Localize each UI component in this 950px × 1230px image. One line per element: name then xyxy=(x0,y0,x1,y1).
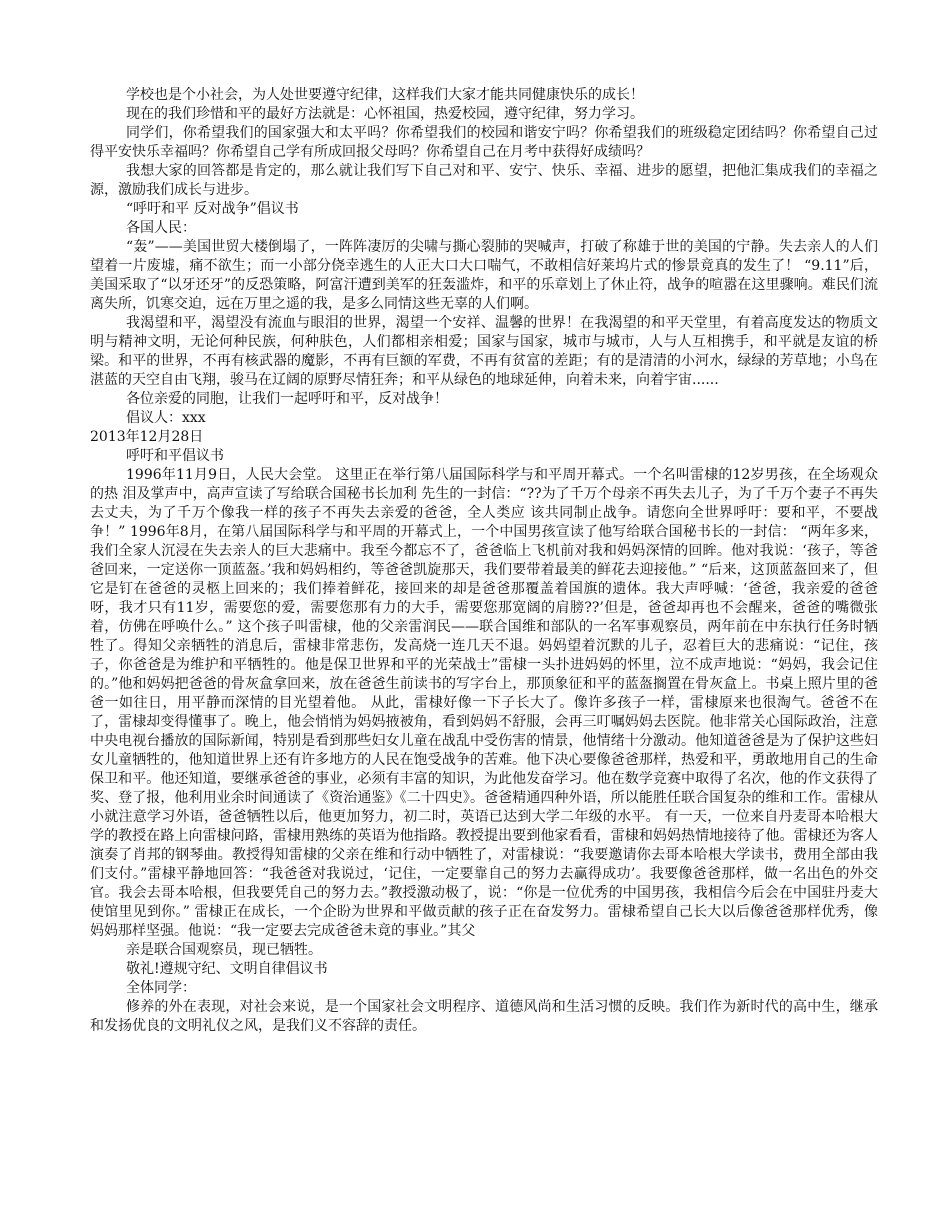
paragraph-longing-peace: 我渴望和平，渴望没有流血与眼泪的世界，渴望一个安祥、温馨的世界！在我渴望的和平天堂里，有着高度发达的物质文明与精神文明，无论何种民族，何种肤色，人们都相亲相爱；国家与国家，城市与城市，人与人互相携手，和平就是友谊的桥梁。和平的世界，不再有核武器的魔影，不再有巨额的军费，不再有贫富的差距；有的是清清的小河水，绿绿的芳草地；小鸟在湛蓝的天空自由飞翔，骏马在辽阔的原野尽情狂奔；和平从绿色的地球延伸，向着未来，向着宇宙...... xyxy=(90,315,878,388)
paragraph-911: “轰”——美国世贸大楼倒塌了，一阵阵凄厉的尖啸与撕心裂肺的哭喊声，打破了称雄于世的美国的宁静。失去亲人的人们望着一片废墟，痛不欲生；而一小部分侥幸逃生的人正大口大口喘气，不敢相信好莱坞片式的惨景竟真的发生了！ “9.11”后，美国采取了“以牙还牙”的反恐策略，阿富汗遭到美军的狂轰滥炸，和平的乐章划上了休止符，战争的喧嚣在这里骤响。难民们流离失所，饥寒交迫，远在万里之遥的我，是多么同情这些无辜的人们啊。 xyxy=(90,239,878,312)
salutation-all-students: 全体同学： xyxy=(126,980,196,996)
salutation-all-peoples: 各国人民： xyxy=(126,220,196,236)
heading-peace-letter: 呼吁和平倡议书 xyxy=(126,448,224,464)
paragraph-father-observer: 亲是联合国观察员，现已牺牲。 xyxy=(126,942,322,958)
date-line: 2013年12月28日 xyxy=(90,429,204,445)
paragraph-call-to-action: 各位亲爱的同胞，让我们一起呼吁和平，反对战争！ xyxy=(126,391,448,407)
heading-peace-proposal: “呼吁和平 反对战争”倡议书 xyxy=(126,201,299,217)
paragraph-wishes: 我想大家的回答都是肯定的，那么就让我们写下自己对和平、安宁、快乐、幸福、进步的愿望，把他汇集成我们的幸福之源，激励我们成长与进步。 xyxy=(90,163,878,198)
paragraph-civility: 修养的外在表现，对社会来说，是一个国家社会文明程序、道德风尚和生活习惯的反映。我们作为新时代的高中生，继承和发扬优良的文明礼仪之风，是我们义不容辞的责任。 xyxy=(90,999,878,1034)
signature-proposer: 倡议人：xxx xyxy=(126,410,206,426)
paragraph-lei-di-story: 1996年11月9日，人民大会堂。 这里正在举行第八届国际科学与和平周开幕式。一个名叫雷棣的12岁男孩，在全场观众的热 泪及掌声中，高声宣读了写给联合国秘书长加利 先生的一封信：“??为了千万个母亲不再失去儿子，为了千万个妻子不再失去丈夫，为了千万个像我一样的孩子不再失去亲爱的爸爸，全人类应 该共同制止战争。请您向全世界呼吁：要和平，不要战争！” 1996年8月，在第八届国际科学与和平周的开幕式上，一个中国男孩宣读了他写给联合国秘书长的一封信： “两年多来，我们全家人沉浸在失去亲人的巨大悲痛中。我至今都忘不了，爸爸临上飞机前对我和妈妈深情的回眸。他对我说：‘孩子，等爸爸回来，一定送你一顶蓝盔。’我和妈妈相约，等爸爸凯旋那天，我们要带着最美的鲜花去迎接他。” “后来，这顶蓝盔回来了，但它是钉在爸爸的灵柩上回来的；我们捧着鲜花，接回来的却是爸爸那覆盖着国旗的遗体。我大声呼喊：‘爸爸，我亲爱的爸爸呀，我才只有11岁，需要您的爱，需要您那有力的大手，需要您那宽阔的肩膀??’但是，爸爸却再也不会醒来，爸爸的嘴微张着，仿佛在呼唤什么。” 这个孩子叫雷棣，他的父亲雷润民——联合国维和部队的一名军事观察员，两年前在中东执行任务时牺牲了。得知父亲牺牲的消息后，雷棣非常悲伤，发高烧一连几天不退。妈妈望着沉默的儿子，忍着巨大的悲痛说：“记住，孩子，你爸爸是为维护和平牺牲的。他是保卫世界和平的光荣战士”雷棣一头扑进妈妈的怀里，泣不成声地说：“妈妈，我会记住的。”他和妈妈把爸爸的骨灰盒拿回来，放在爸爸生前读书的写字台上，那顶象征和平的蓝盔搁置在骨灰盒上。书桌上照片里的爸爸一如往日，用平静而深情的目光望着他。 从此，雷棣好像一下子长大了。像许多孩子一样，雷棣原来也很淘气。爸爸不在了，雷棣却变得懂事了。晚上，他会悄悄为妈妈掖被角，看到妈妈不舒服，会再三叮嘱妈妈去医院。他非常关心国际政治，注意中央电视台播放的国际新闻，特别是看到那些妇女儿童在战乱中受伤害的情景，他情绪十分激动。他知道爸爸是为了保护这些妇女儿童牺牲的，他知道世界上还有许多地方的人民在饱受战争的苦难。他下决心要像爸爸那样，热爱和平，勇敢地用自己的生命保卫和平。他还知道，要继承爸爸的事业，必须有丰富的知识，为此他发奋学习。他在数学竞赛中取得了名次，他的作文获得了奖、登了报，他利用业余时间通读了《资治通鉴》《二十四史》。爸爸精通四种外语，所以能胜任联合国复杂的维和工作。雷棣从小就注意学习外语，爸爸牺牲以后，他更加努力，初二时，英语已达到大学二年级的水平。 有一天，一位来自丹麦哥本哈根大学的教授在路上向雷棣问路，雷棣用熟练的英语为他指路。教授提出要到他家看看，雷棣和妈妈热情地接待了他。雷棣还为客人演奏了肖邦的钢琴曲。教授得知雷棣的父亲在维和行动中牺牲了，对雷棣说：“我要邀请你去哥本哈根大学读书，费用全部由我们支付。”雷棣平静地回答：“我爸爸对我说过，‘记住，一定要靠自己的努力去赢得成功’。我要像爸爸那样，做一名出色的外交官。我会去哥本哈根，但我要凭自己的努力去。”教授激动极了，说：“你是一位优秀的中国男孩，我相信今后会在中国驻丹麦大使馆里见到你。” 雷棣正在成长，一个企盼为世界和平做贡献的孩子正在奋发努力。雷棣希望自己长大以后像爸爸那样优秀，像妈妈那样坚强。他说：“我一定要去完成爸爸未竟的事业。”其父 xyxy=(90,467,878,939)
paragraph-questions: 同学们，你希望我们的国家强大和太平吗？你希望我们的校园和谐安宁吗？你希望我们的班级稳定团结吗？你希望自己过得平安快乐幸福吗？你希望自己学有所成回报父母吗？你希望自己在月考中获得好成绩吗？ xyxy=(90,125,878,160)
paragraph-school-discipline: 学校也是个小社会，为人处世要遵守纪律，这样我们大家才能共同健康快乐的成长！ xyxy=(126,87,644,103)
paragraph-cherish-peace: 现在的我们珍惜和平的最好方法就是：心怀祖国，热爱校园，遵守纪律，努力学习。 xyxy=(126,106,644,122)
heading-discipline-proposal: 敬礼!遵规守纪、文明自律倡议书 xyxy=(126,961,328,977)
